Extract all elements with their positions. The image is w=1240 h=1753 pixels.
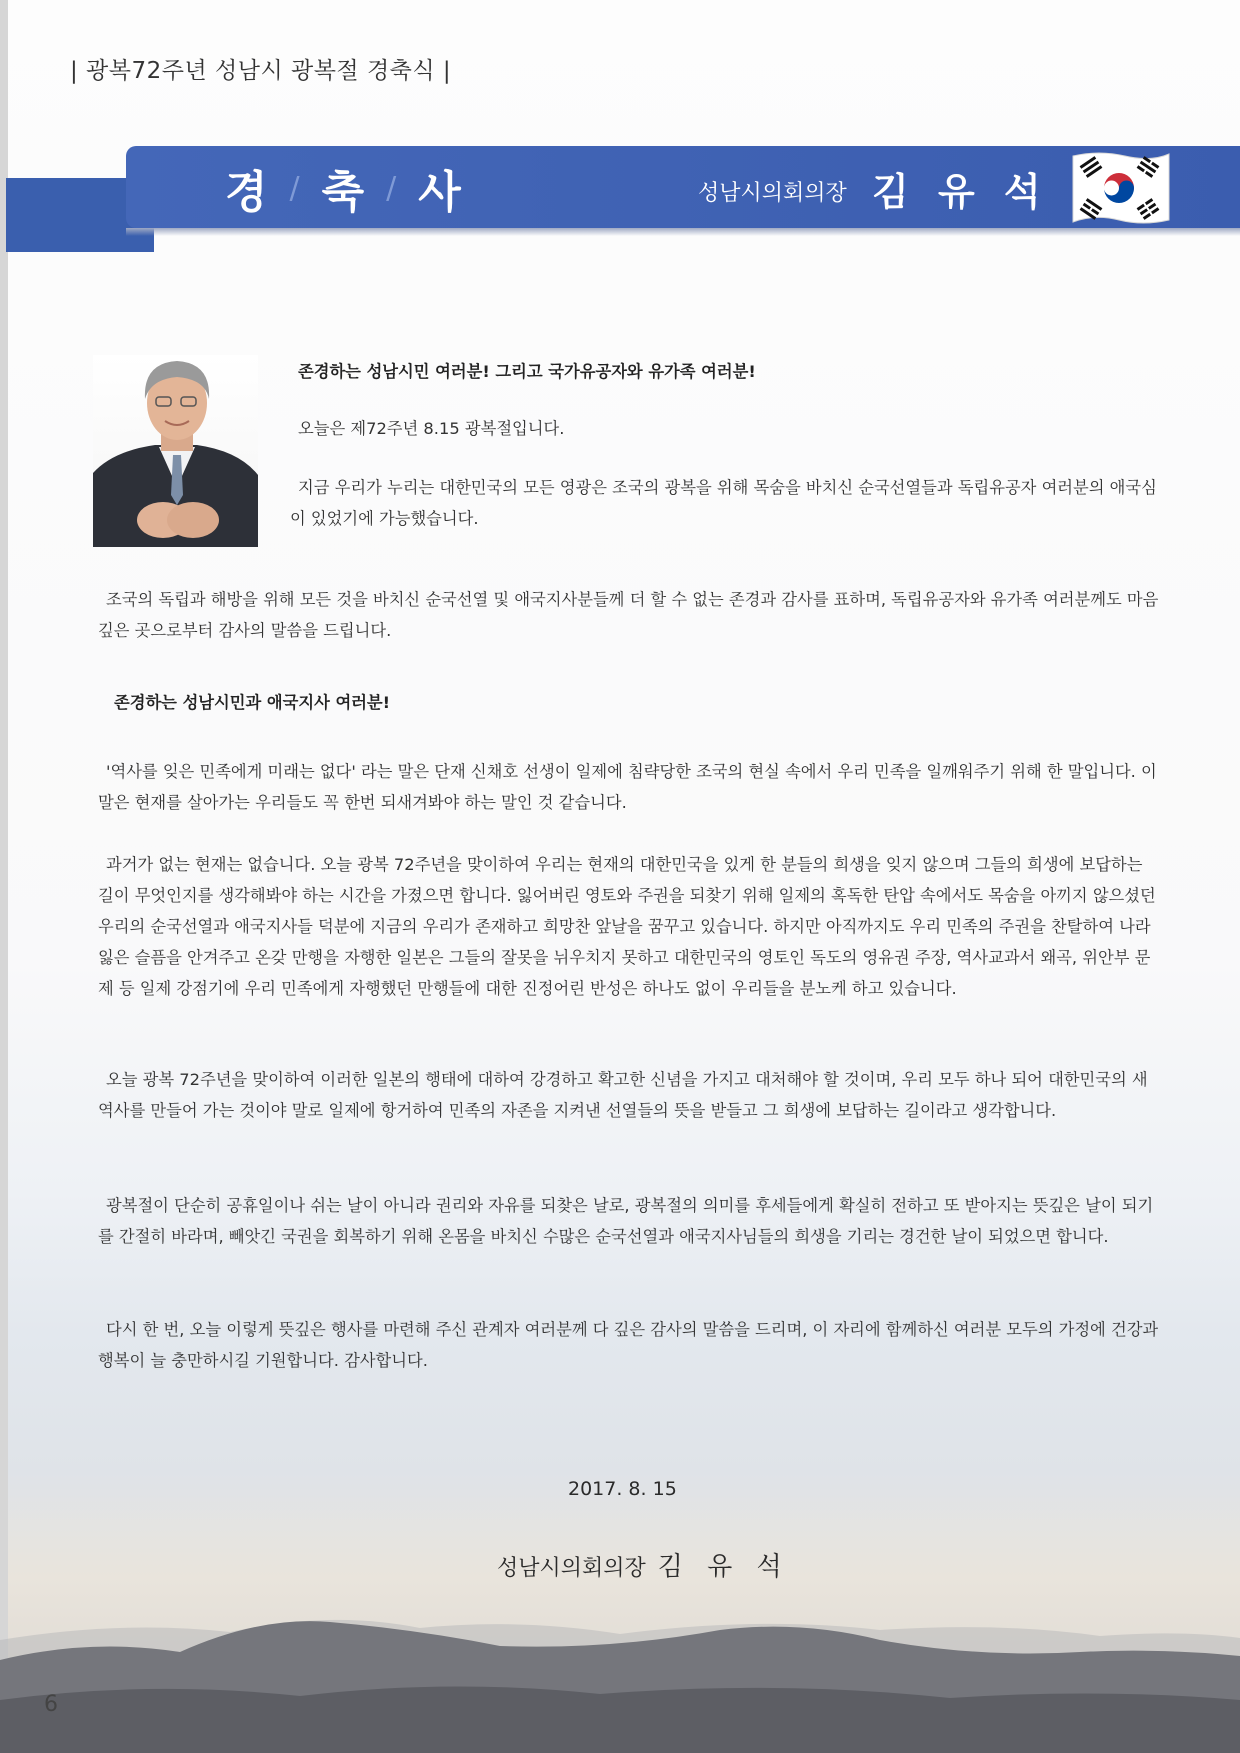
banner-shadow xyxy=(126,228,1240,236)
speaker-title: 성남시의회의장 xyxy=(698,181,847,206)
running-title: | 광복72주년 성남시 광복절 경축식 | xyxy=(70,58,452,84)
greeting-patriots: 존경하는 성남시민과 애국지사 여러분! xyxy=(114,693,391,712)
heading-char-3: 사 xyxy=(418,167,461,218)
paragraph-past-present: 과거가 없는 현재는 없습니다. 오늘 광복 72주년을 맞이하여 우리는 현재의 대한민국을 있게 한 분들의 희생을 잊지 않으며 그들의 희생에 보답하는 길이 무엇인지를 생각해봐야 하는 시간을 가졌으면 합니다. 잃어버린 영토와 주권을 되찾기 위해 일제의 혹독한 탄압 속에서도 목숨을 아끼지 않으셨던 우리의 순국선열과 애국지사들 덕분에 지금의 우리가 존재하고 희망찬 앞날을 꿈꾸고 있습니다. 하지만 아직까지도 우리 민족의 주권을 찬탈하여 나라 잃은 슬픔을 안겨주고 온갖 만행을 자행한 일본은 그들의 잘못을 뉘우치지 못하고 대한민국의 영토인 독도의 영유권 주장, 역사교과서 왜곡, 위안부 문제 등 일제 강점기에 우리 민족에게 자행했던 만행들에 대한 진정어린 반성은 하나도 없이 우리들을 분노케 하고 있습니다. xyxy=(98,855,1156,998)
paragraph-meaning: 광복절이 단순히 공휴일이나 쉬는 날이 아니라 권리와 자유를 되찾은 날로, 광복절의 의미를 후세들에게 확실히 전하고 또 받아지는 뜻깊은 날이 되기를 간절히 바라며, 빼앗긴 국권을 회복하기 위해 온몸을 바치신 수많은 순국선열과 애국지사님들의 희생을 기리는 경건한 날이 되었으면 합니다. xyxy=(98,1196,1154,1246)
paragraph-resolve: 오늘 광복 72주년을 맞이하여 이러한 일본의 행태에 대하여 강경하고 확고한 신념을 가지고 대처해야 할 것이며, 우리 모두 하나 되어 대한민국의 새 역사를 만들어 가는 것이야 말로 일제에 항거하여 민족의 자존을 지켜낸 선열들의 뜻을 받들고 그 희생에 보답하는 길이라고 생각합니다. xyxy=(98,1070,1148,1120)
paragraph-glory: 지금 우리가 누리는 대한민국의 모든 영광은 조국의 광복을 위해 목숨을 바치신 순국선열들과 독립유공자 여러분의 애국심이 있었기에 가능했습니다. xyxy=(290,478,1157,528)
heading-separator: / xyxy=(289,170,300,206)
binding-spine xyxy=(0,0,8,1753)
paragraph-intro: 오늘은 제72주년 8.15 광복절입니다. xyxy=(298,419,565,438)
paragraph-history-quote: '역사를 잊은 민족에게 미래는 없다' 라는 말은 단재 신채호 선생이 일제에 침략당한 조국의 현실 속에서 우리 민족을 일깨워주기 위해 한 말입니다. 이 말은 현재를 살아가는 우리들도 꼭 한번 되새겨봐야 하는 말인 것 같습니다. xyxy=(98,762,1157,812)
speech-date: 2017. 8. 15 xyxy=(568,1478,677,1500)
signature xyxy=(497,1546,790,1583)
paragraph-closing: 다시 한 번, 오늘 이렇게 뜻깊은 행사를 마련해 주신 관계자 여러분께 다 깊은 감사의 말씀을 드리며, 이 자리에 함께하신 여러분 모두의 가정에 건강과 행복이 늘 충만하시길 기원합니다. 감사합니다. xyxy=(98,1320,1159,1370)
signature-title: 성남시의회의장 xyxy=(497,1556,646,1581)
heading-char-1: 경 xyxy=(225,167,268,218)
speaker-name: 김 유 석 xyxy=(872,170,1049,214)
heading-separator: / xyxy=(386,170,397,206)
greeting-citizens: 존경하는 성남시민 여러분! 그리고 국가유공자와 유가족 여러분! xyxy=(298,362,756,381)
heading-char-2: 축 xyxy=(321,167,365,218)
portrait-photo xyxy=(93,355,258,547)
mountain-landscape xyxy=(0,1560,1240,1753)
page-heading xyxy=(225,158,461,218)
paragraph-gratitude: 조국의 독립과 해방을 위해 모든 것을 바치신 순국선열 및 애국지사분들께 더 할 수 없는 존경과 감사를 표하며, 독립유공자와 유가족 여러분께도 마음 깊은 곳으로부터 감사의 말씀을 드립니다. xyxy=(98,590,1159,640)
south-korea-flag-icon xyxy=(1069,150,1173,226)
page-number: 6 xyxy=(44,1692,58,1717)
signature-name: 김 유 석 xyxy=(657,1552,790,1582)
